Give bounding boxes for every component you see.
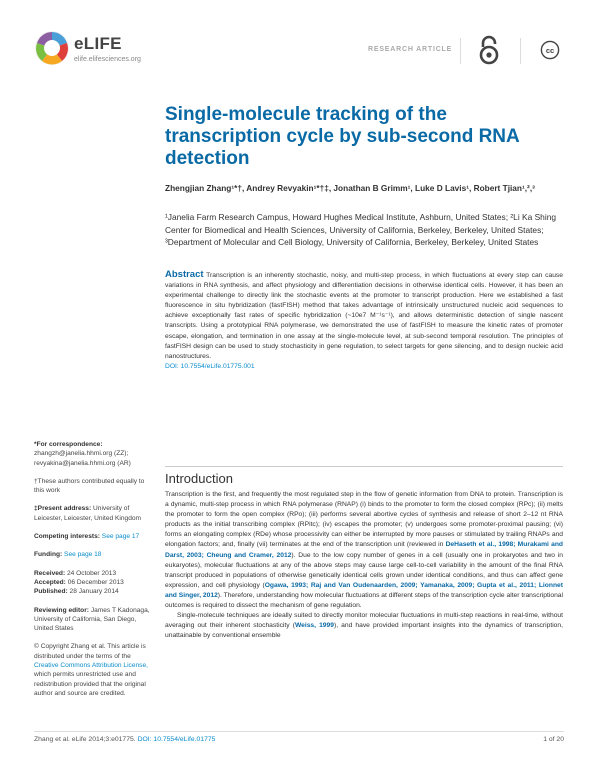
citation-link[interactable]: Weiss, 1999 <box>294 622 334 630</box>
funding-link[interactable]: See page 18 <box>64 551 102 559</box>
citation-link[interactable]: DeHaseth et al., 1998; Murakami and Darst, 2003; Cheung and Cramer, 2012 <box>165 541 564 559</box>
article-type: RESEARCH ARTICLE <box>368 46 453 53</box>
abstract-text: Transcription is an inherently stochastic, noisy, and multi-step process, in which fluctuations at every step can cause variations in RNA synthesis, and affect physiology and differentiation decisions in otherwise identical cells. However, it has been an experimental challenge to directly link the stochastic events at the promoter to transcript production. Here we established a fast fluorescence in situ hybridization (fastFISH) method that takes advantage of intrinsically unstructured nucleic acid sequences to achieve exceptionally fast rates of specific hybridization (~10e7 M⁻¹s⁻¹), and allows deterministic detection of single nascent transcripts. Using a prototypical RNA polymerase, we demonstrated the use of fastFISH to measure the kinetic rates of promoter escape, elongation, and termination in one assay at the single-molecule level, at sub-second temporal resolution. The principles of fastFISH design can be used to study stochasticity in gene regulation, to select targets for gene silencing, and to design nucleic acid nanostructures. <box>165 272 563 360</box>
reviewing-editor: Reviewing editor: James T Kadonaga, University of California, San Diego, United States <box>34 606 150 633</box>
journal-url[interactable]: elife.elifesciences.org <box>74 56 141 63</box>
abstract-heading: Abstract <box>165 269 204 280</box>
published-date: 28 January 2014 <box>69 588 119 596</box>
license-link[interactable]: Creative Commons Attribution License, <box>34 662 148 670</box>
copyright-note: © Copyright Zhang et al. This article is distributed under the terms of the Creative Commons Attribution License, which permits unrestricted use and redistribution provided that the original author and source are credited. <box>34 643 148 697</box>
elife-wordmark: eLIFE <box>74 34 122 53</box>
abstract-doi-link[interactable]: DOI: 10.7554/eLife.01775.001 <box>165 362 255 370</box>
correspondence-note: *For correspondence: zhangzh@janelia.hhmi.org (ZZ); revyakina@janelia.hhmi.org (AR) <box>34 441 131 467</box>
article-title: Single-molecule tracking of the transcription cycle by sub-second RNA detection <box>165 104 520 169</box>
creative-commons-icon <box>540 40 560 60</box>
page-number: 1 of 20 <box>543 736 564 743</box>
competing-interests-link[interactable]: See page 17 <box>101 533 140 541</box>
author-list: Zhengjian Zhang¹*†, Andrey Revyakin¹*†‡, Jonathan B Grimm¹, Luke D Lavis¹, Robert Tjian¹,²,³ <box>165 183 535 193</box>
paragraph: Transcription is the first, and frequently the most regulated step in the flow of genetic information from DNA to protein. Transcription is a dynamic, multi-step process in which RNA polymerase (RNAP) (i) binds to the promoter to form the closed complex (RPc); (ii) melts the promoter to form the open complex (RPo); (iii) performs several abortive cycles of synthesis and release of short 2–12 nt RNA products as the initial transcribing complex (RPitc); (iv) escapes the promoter; (v) undergoes some promoter-proximal pausing; (vi) forms an elongating complex (RDe) whose processivity can either be interrupted by more pauses or stimulated by trailing RNAPs and elongation factors; and, finally (vii) terminates at the end of the transcription unit (reviewed in DeHaseth et al., 1998; Murakami and Darst, 2003; Cheung and Cramer, 2012). Due to the low copy number of genes in a cell (usually one in prokaryotes and two in eukaryotes), molecular fluctuations at any of the above steps may cause large cell-to-cell variability in the amount of the final RNA transcript produced in populations of otherwise genetically identical cells grown under identical conditions, and thus can affect gene expression, and cell physiology (Ogawa, 1993; Raj and Van Oudenaarden, 2009; Yamanaka, 2009; Gupta et al., 2011; Lionnet and Singer, 2012). Therefore, understanding how molecular fluctuations at different steps of the transcription cycle alter transcriptional outcomes is required to dissect the mechanism of gene regulation. <box>165 491 564 610</box>
citation-link[interactable]: Ogawa, 1993; Raj and Van Oudenaarden, 2009; Yamanaka, 2009; Gupta et al., 2011; Lionnet and Singer, 2012 <box>165 581 563 599</box>
header-divider <box>460 38 461 64</box>
received-date: 24 October 2013 <box>67 569 117 577</box>
affiliations: ¹Janelia Farm Research Campus, Howard Hughes Medical Institute, Ashburn, United States; ²Li Ka Shing Center for Biomedical and Health Sciences, University of California, Berkeley, Berkeley, United States; ³Department of Molecular and Cell Biology, University of California, Berkeley, Berkeley, United States <box>165 212 557 247</box>
footer-doi-link[interactable]: DOI: 10.7554/eLife.01775 <box>137 736 216 743</box>
section-divider <box>165 466 563 467</box>
elife-logo[interactable] <box>34 30 184 72</box>
paragraph: Single-molecule techniques are ideally suited to directly monitor molecular fluctuations in multi-step reactions in real-time, without averaging out their inherent stochasticity (Weiss, 1999), and have provided important insights into the dynamics of transcription, unattainable by conventional ensemble <box>165 612 563 640</box>
present-address-note: ‡Present address: University of Leicester, Leicester, United Kingdom <box>34 505 142 522</box>
footer-citation: Zhang et al. eLife 2014;3:e01775. DOI: 10.7554/eLife.01775 <box>34 736 216 743</box>
article-dates: Received: 24 October 2013 Accepted: 06 December 2013 Published: 28 January 2014 <box>34 569 124 596</box>
header-divider <box>520 38 521 64</box>
abstract-section <box>165 270 563 372</box>
elife-logo-icon <box>34 30 70 66</box>
introduction-body <box>165 490 563 641</box>
open-access-icon <box>476 34 502 66</box>
introduction-heading: Introduction <box>165 471 233 486</box>
article-sidebar <box>34 440 154 707</box>
accepted-date: 06 December 2013 <box>67 578 124 586</box>
correspondence-emails[interactable]: zhangzh@janelia.hhmi.org (ZZ); revyakina@janelia.hhmi.org (AR) <box>34 450 131 467</box>
funding: Funding: See page 18 <box>34 551 102 559</box>
svg-text:cc: cc <box>545 46 555 55</box>
competing-interests: Competing interests: See page 17 <box>34 533 140 541</box>
equal-contribution-note: †These authors contributed equally to this work <box>34 477 145 495</box>
footer-divider <box>34 731 564 732</box>
